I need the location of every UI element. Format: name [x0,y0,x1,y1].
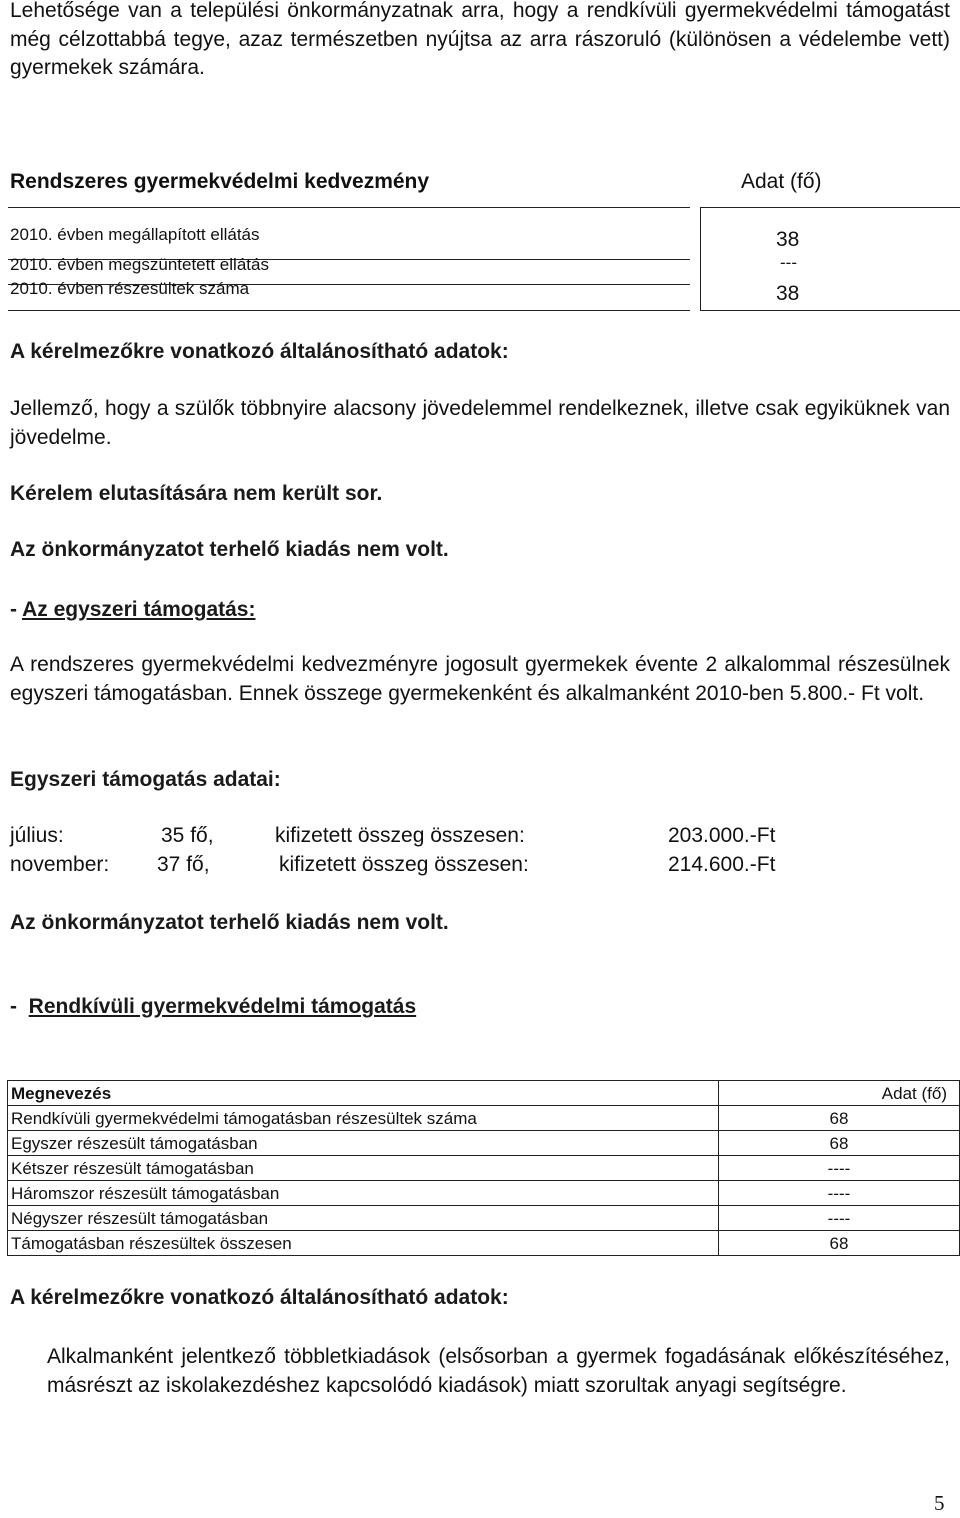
table-row [8,1106,960,1131]
table1-row-value: 38 [776,228,800,251]
month-label: július: [10,824,64,847]
amount-value: 203.000.-Ft [668,824,776,847]
amount-label: kifizetett összeg összesen: [275,824,525,847]
heading-prefix: - [10,995,29,1018]
table-row-label: Háromszor részesült támogatásban [8,1181,719,1206]
table-row-value: 68 [719,1131,960,1156]
one-time-support-data-heading: Egyszeri támogatás adatai: [10,768,281,791]
extraordinary-support-heading [10,995,416,1019]
table-row [8,1131,960,1156]
table-row [8,1231,960,1256]
table-row-value: ---- [719,1156,960,1181]
table1-column-divider [700,207,701,310]
heading-prefix: - [10,598,23,621]
intro-paragraph: Lehetősége van a települési önkormányzatnak arra, hogy a rendkívüli gyermekvédelmi támogatást még célzottabbá tegye, azaz természetben nyújtsa az arra rászoruló (különösen a védelembe vett) gyermekek számára. [10,0,950,79]
table-row-label: Kétszer részesült támogatásban [8,1156,719,1181]
table-row-label: Támogatásban részesültek összesen [8,1231,719,1256]
table-row-value: 68 [719,1106,960,1131]
applicants-heading: A kérelmezőkre vonatkozó általánosítható adatok: [10,340,509,363]
table-row-value: ---- [719,1181,960,1206]
table1-row-label: 2010. évben megállapított ellátás [10,225,260,244]
table1-row-label: 2010. évben megszüntetett ellátás [10,255,269,274]
regular-benefit-table [8,162,960,312]
expense-note: Az önkormányzatot terhelő kiadás nem volt. [10,538,449,561]
one-time-support-heading [10,598,255,622]
table1-divider [8,207,690,208]
count-label: 35 fő, [161,824,214,847]
table-header-row [8,1081,960,1106]
table-row [8,1156,960,1181]
applicants-heading: A kérelmezőkre vonatkozó általánosítható adatok: [10,1286,509,1309]
table-header-label: Megnevezés [8,1081,719,1106]
rejection-note: Kérelem elutasítására nem került sor. [10,482,383,505]
table-header-value: Adat (fő) [719,1081,960,1106]
table1-row-value: --- [780,253,797,272]
count-label: 37 fő, [157,853,210,876]
applicants-paragraph: Jellemző, hogy a szülők többnyire alacsony jövedelemmel rendelkeznek, illetve csak egyiküknek van jövedelme. [10,397,950,449]
page-number: 5 [934,1491,945,1515]
heading-text: Rendkívüli gyermekvédelmi támogatás [28,995,417,1018]
table1-divider [700,310,960,311]
table1-divider [8,310,690,311]
extraordinary-support-table [7,1080,960,1256]
month-label: november: [10,853,110,876]
amount-value: 214.600.-Ft [668,853,776,876]
table-row-label: Egyszer részesült támogatásban [8,1131,719,1156]
heading-text: Az egyszeri támogatás: [22,598,256,621]
table1-row-value: 38 [776,282,800,305]
one-time-support-paragraph: A rendszeres gyermekvédelmi kedvezményre jogosult gyermekek évente 2 alkalommal részesülnek egyszeri támogatásban. Ennek összege gyermekenként és alkalmanként 2010-ben 5.800.- Ft volt. [10,653,950,705]
table-row-label: Négyszer részesült támogatásban [8,1206,719,1231]
table1-divider [700,207,960,208]
table-row-label: Rendkívüli gyermekvédelmi támogatásban részesültek száma [8,1106,719,1131]
table-row [8,1181,960,1206]
expense-note: Az önkormányzatot terhelő kiadás nem volt. [10,911,449,934]
table1-row-label: 2010. évben részesültek száma [10,279,250,298]
table1-header-label: Rendszeres gyermekvédelmi kedvezmény [10,170,430,193]
applicants-paragraph: Alkalmanként jelentkező többletkiadások (elsősorban a gyermek fogadásának előkészítéséhez, másrészt az iskolakezdéshez kapcsolódó kiadások) miatt szorultak anyagi segítségre. [47,1345,950,1397]
amount-label: kifizetett összeg összesen: [279,853,529,876]
table-row-value: 68 [719,1231,960,1256]
table-row-value: ---- [719,1206,960,1231]
table-row [8,1206,960,1231]
table1-header-value: Adat (fő) [741,170,822,193]
